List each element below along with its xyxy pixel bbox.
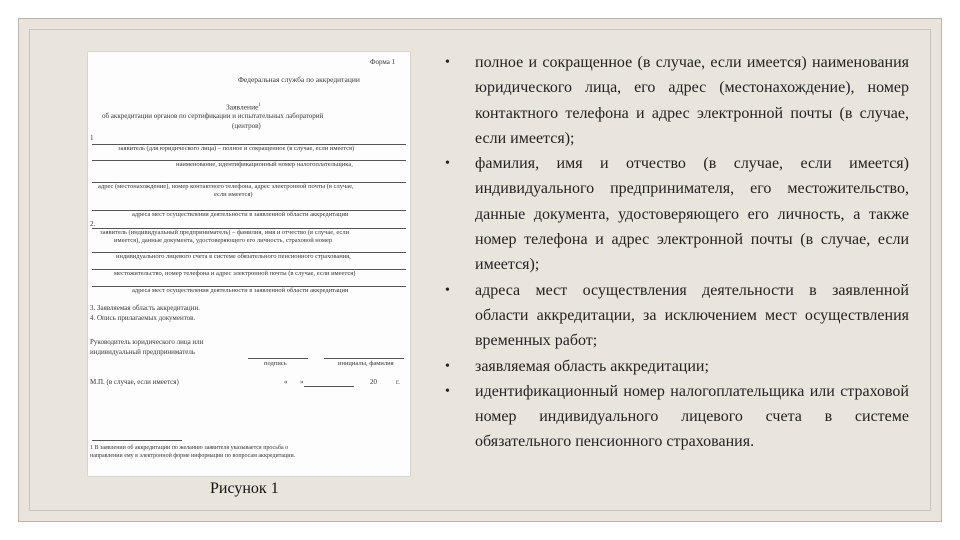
bullet-item: • фамилия, имя и отчество (в случае, если имеется) индивидуального предпринимателя, его местожительство, данные документа, удостоверяющего его личность, а также номер телефона и адрес электронной почты (в случае, если имеется); (445, 151, 909, 277)
form-sig-label: подпись (264, 360, 287, 367)
form-item-4: 4. Опись прилагаемых документов. (90, 314, 196, 322)
form-mp: М.П. (в случае, если имеется) (90, 378, 179, 386)
form-line-label: если имеется) (214, 191, 253, 198)
form-name-line (324, 358, 404, 359)
form-date-q1: « (284, 378, 288, 386)
bullet-item: • идентификационный номер налогоплательщика или страховой номер индивидуального лицевого счета в системе обязательного пенсионного страхования. (445, 379, 909, 455)
form-head-2: индивидуальный предприниматель (90, 348, 196, 356)
form-line-label: заявитель (индивидуальный предприниматель) – фамилия, имя и отчество (в случае, если (100, 229, 350, 236)
form-num-2: 2. (90, 220, 96, 228)
form-line-label: адреса мест осуществления деятельности в заявленной области аккредитации (132, 287, 349, 294)
bullet-item: • адреса мест осуществления деятельности в заявленной области аккредитации, за исключением мест осуществления временных работ; (445, 278, 909, 354)
form-signature-line (248, 358, 308, 359)
form-footnote-2: направлении ему в электронной форме информации по вопросам аккредитации. (90, 453, 296, 459)
form-line-label: индивидуального лицевого счета в системе обязательного пенсионного страхования, (116, 253, 351, 260)
form-name-label: инициалы, фамилия (338, 360, 394, 367)
form-footnote-1: 1 В заявлении об аккредитации по желанию заявителя указывается просьба о (90, 445, 289, 451)
form-line-label: адреса мест осуществления деятельности в заявленной области аккредитации (132, 211, 349, 218)
form-subtitle-1: об аккредитации органов по сертификации и испытательных лабораторий (102, 112, 324, 120)
form-date-line (304, 386, 354, 387)
bullet-item: • полное и сокращенное (в случае, если имеется) наименования юридического лица, его адрес (местонахождение), номер контактного телефона и адрес электронной почты (в случае, если имеется); (445, 50, 909, 151)
form-title: Заявление$^1$ (226, 102, 261, 112)
bullet-item: • заявляемая область аккредитации; (445, 354, 909, 379)
form-date-year: 20 (370, 378, 377, 386)
form-subtitle-2: (центров) (232, 122, 261, 130)
form-line-label: наименование, идентификационный номер налогоплательщика, (176, 161, 353, 168)
form-number: Форма 1 (370, 58, 396, 66)
form-agency: Федеральная служба по аккредитации (238, 75, 360, 84)
form-item-3: 3. Заявляемая область аккредитации. (90, 304, 200, 312)
form-date-q2: » (300, 378, 304, 386)
form-line-label: заявитель (для юридического лица) – полное и сокращенное (в случае, если имеется) (118, 145, 355, 152)
form-line-label: адрес (местонахождение), номер контактного телефона, адрес электронной почты (в случае, (98, 183, 354, 190)
form-date-g: г. (396, 378, 400, 386)
form-head-1: Руководитель юридического лица или (90, 338, 204, 346)
form-num-1: 1 (90, 134, 94, 142)
bullet-list (445, 50, 909, 455)
form-image (88, 52, 410, 476)
form-line-label: местожительство, номер телефона и адрес электронной почты (в случае, если имеется) (114, 270, 356, 277)
form-line-label: имеется), данные документа, удостоверяющего его личность, страховой номер (114, 237, 333, 244)
form-footnote-divider (92, 440, 182, 441)
figure-caption: Рисунок 1 (210, 480, 279, 497)
